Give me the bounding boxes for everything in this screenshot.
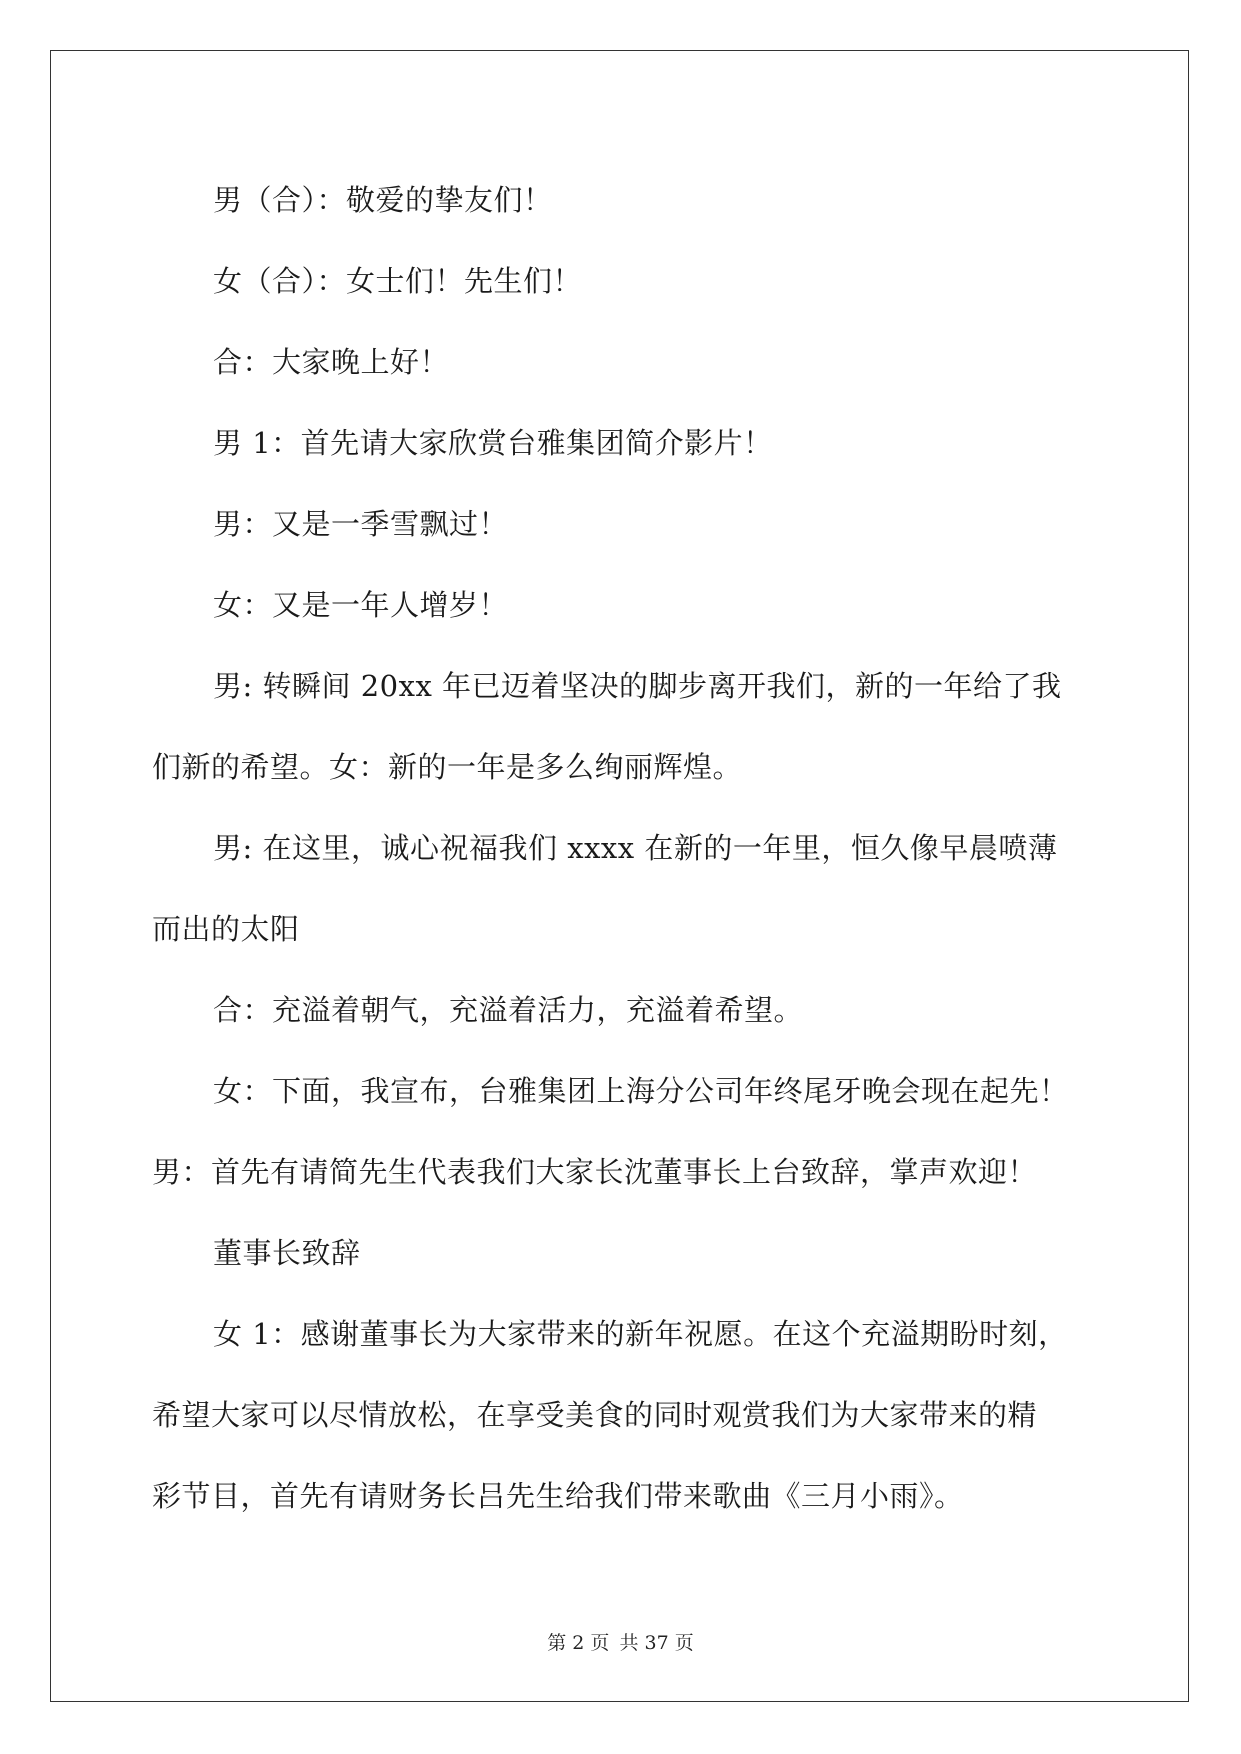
text-line: 女 1：感谢董事长为大家带来的新年祝愿。在这个充溢期盼时刻，: [213, 1317, 1068, 1351]
document-body: [152, 160, 1090, 1537]
text-line: 们新的希望。女：新的一年是多么绚丽辉煌。: [152, 750, 743, 784]
text-line: 希望大家可以尽情放松，在享受美食的同时观赏我们为大家带来的精: [152, 1398, 1038, 1432]
text-line: 女：下面，我宣布，台雅集团上海分公司年终尾牙晚会现在起先！: [213, 1074, 1069, 1108]
text-line: 彩节目，首先有请财务长吕先生给我们带来歌曲《三月小雨》。: [152, 1479, 964, 1513]
text-line: 合：充溢着朝气，充溢着活力，充溢着希望。: [213, 993, 804, 1027]
text-line: 男 1：首先请大家欣赏台雅集团简介影片！: [213, 426, 773, 460]
page-total: 共 37 页: [619, 1632, 694, 1654]
text-line: 男：又是一季雪飘过！: [213, 507, 509, 541]
text-line: 男：首先有请简先生代表我们大家长沈董事长上台致辞，掌声欢迎！: [152, 1155, 1038, 1189]
text-line: 女：又是一年人增岁！: [213, 588, 509, 622]
page-number: 第 2 页: [547, 1632, 610, 1654]
page-footer: [0, 1628, 1241, 1655]
text-line: 男: 在这里，诚心祝福我们 xxxx 在新的一年里，恒久像早晨喷薄: [213, 831, 1058, 865]
text-line: 男（合）：敬爱的挚友们！: [213, 183, 553, 217]
text-line: 而出的太阳: [152, 912, 300, 946]
text-line: 合：大家晚上好！: [213, 345, 450, 379]
text-line: 男: 转瞬间 20xx 年已迈着坚决的脚步离开我们，新的一年给了我: [213, 669, 1062, 703]
text-line: 女（合）：女士们！先生们！: [213, 264, 583, 298]
text-line: 董事长致辞: [213, 1236, 361, 1270]
